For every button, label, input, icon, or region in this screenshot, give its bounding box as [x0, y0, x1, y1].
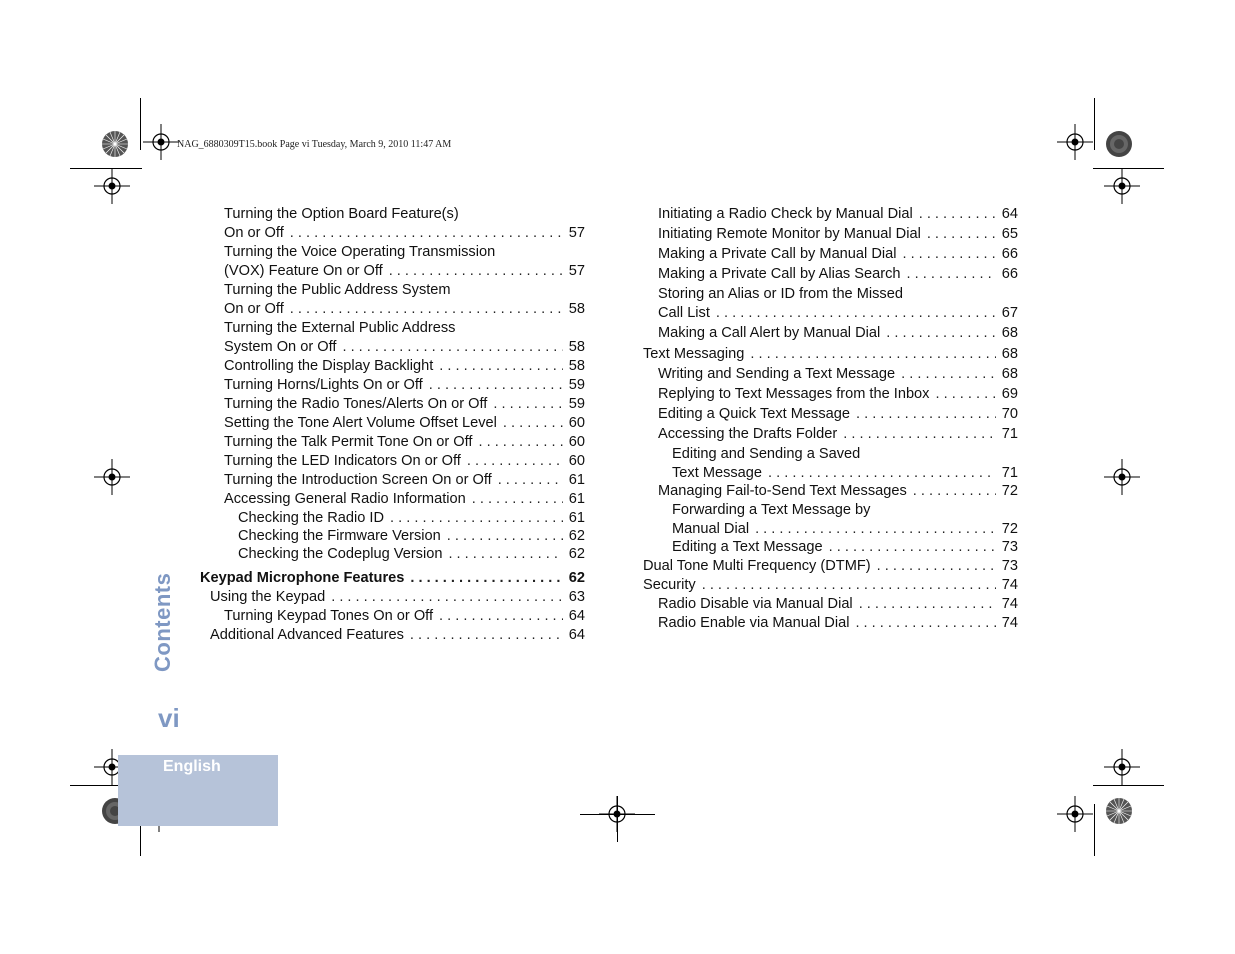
toc-entry[interactable]: [643, 595, 1018, 614]
toc-entry-title: Accessing the Drafts Folder: [658, 425, 838, 442]
toc-page-number: 68: [1001, 325, 1018, 342]
toc-entry-title: Turning Horns/Lights On or Off: [224, 377, 423, 393]
dot-leader: [843, 425, 996, 444]
toc-page-number: 60: [568, 415, 585, 431]
toc-entry-title: Text Message: [672, 464, 763, 481]
star-target-icon: [1105, 130, 1133, 158]
registration-mark-icon: [1104, 459, 1140, 495]
toc-entry-title: Managing Fail-to-Send Text Messages: [658, 483, 907, 500]
toc-entry[interactable]: [200, 527, 585, 545]
dot-leader: [410, 626, 563, 645]
print-header: NAG_6880309T15.book Page vi Tuesday, March 9, 2010 11:47 AM: [177, 139, 452, 150]
dot-leader: [768, 464, 996, 483]
toc-page-number: 59: [568, 396, 585, 412]
dot-leader: [901, 365, 996, 384]
dot-leader: [716, 304, 996, 323]
dot-leader: [927, 225, 996, 244]
toc-entry[interactable]: [200, 569, 585, 588]
dot-leader: [447, 527, 563, 545]
toc-entry[interactable]: [200, 545, 585, 563]
toc-entry-title: Checking the Codeplug Version: [238, 546, 443, 562]
toc-page-number: 73: [1001, 557, 1018, 574]
toc-entry-title: Security: [643, 576, 696, 593]
toc-entry-title: Turning the Voice Operating Transmission: [224, 244, 496, 260]
dot-leader: [935, 385, 995, 404]
toc-entry[interactable]: [200, 433, 585, 452]
toc-page-number: 60: [568, 453, 585, 469]
toc-page-number: 62: [568, 546, 585, 562]
toc-entry-title: Keypad Microphone Features: [200, 570, 405, 586]
toc-page-number: 58: [568, 301, 585, 317]
toc-entry-title: Text Messaging: [643, 345, 745, 362]
registration-mark-icon: [94, 168, 130, 204]
crop-line: [1094, 804, 1095, 856]
toc-entry[interactable]: [200, 281, 585, 319]
language-label: English: [163, 758, 221, 775]
toc-page-number: 70: [1001, 405, 1018, 422]
toc-entry-title: Turning the Talk Permit Tone On or Off: [224, 434, 473, 450]
toc-entry-title: Initiating a Radio Check by Manual Dial: [658, 206, 913, 222]
dot-leader: [859, 595, 996, 614]
toc-entry-title: Making a Call Alert by Manual Dial: [658, 325, 881, 342]
crop-line: [1094, 98, 1095, 150]
dot-leader: [498, 471, 563, 490]
toc-entry-title: Initiating Remote Monitor by Manual Dial: [658, 226, 921, 243]
dot-leader: [439, 357, 562, 376]
toc-entry-title: Making a Private Call by Manual Dial: [658, 246, 897, 263]
crop-line: [140, 98, 141, 150]
toc-entry[interactable]: [643, 557, 1018, 576]
toc-page-number: 74: [1001, 595, 1018, 612]
toc-entry[interactable]: [643, 345, 1018, 364]
toc-page-number: 57: [568, 225, 585, 241]
toc-entry-title: Turning the LED Indicators On or Off: [224, 453, 461, 469]
toc-entry-title: Making a Private Call by Alias Search: [658, 266, 901, 283]
toc-page-number: 62: [568, 528, 585, 544]
crop-line: [1093, 785, 1164, 786]
toc-entry[interactable]: [643, 425, 1018, 444]
toc-entry-title: Editing a Text Message: [672, 539, 823, 556]
dot-leader: [755, 520, 996, 539]
language-tab: [118, 755, 278, 826]
toc-entry[interactable]: [643, 445, 1018, 482]
toc-entry-title: On or Off: [224, 225, 284, 241]
toc-entry-title: Accessing General Radio Information: [224, 491, 466, 507]
toc-entry-title: Additional Advanced Features: [210, 627, 404, 643]
toc-entry[interactable]: [643, 614, 1018, 633]
toc-entry-title: Turning the Introduction Screen On or Off: [224, 472, 492, 488]
toc-page-number: 72: [1001, 520, 1018, 537]
toc-page-number: 58: [568, 358, 585, 374]
toc-entry[interactable]: [200, 319, 585, 357]
toc-entry[interactable]: [643, 245, 1018, 264]
toc-entry-title: Turning the External Public Address: [224, 320, 456, 336]
toc-entry-title: (VOX) Feature On or Off: [224, 263, 383, 279]
registration-mark-icon: [1104, 749, 1140, 785]
toc-entry-title: Checking the Firmware Version: [238, 528, 441, 544]
toc-entry[interactable]: [200, 626, 585, 645]
toc-entry[interactable]: [200, 243, 585, 281]
toc-entry[interactable]: [643, 324, 1018, 343]
registration-mark-icon: [143, 124, 179, 160]
toc-page-number: 59: [568, 377, 585, 393]
toc-page-number: 58: [568, 339, 585, 355]
toc-entry-title: Editing and Sending a Saved: [672, 446, 861, 463]
section-label: Contents: [150, 572, 175, 672]
dot-leader: [467, 452, 563, 471]
page-number: vi: [158, 703, 180, 733]
toc-entry[interactable]: [200, 452, 585, 471]
toc-entry-title: Using the Keypad: [210, 589, 326, 605]
toc-page-number: 71: [1001, 425, 1018, 442]
toc-entry[interactable]: [200, 376, 585, 395]
dot-leader: [855, 614, 995, 633]
toc-entry-title: Forwarding a Text Message by: [672, 502, 871, 519]
toc-page-number: 66: [1001, 246, 1018, 263]
toc-left-column: [200, 205, 585, 645]
toc-entry[interactable]: [200, 205, 585, 243]
toc-entry[interactable]: [200, 395, 585, 414]
dot-leader: [439, 607, 563, 626]
toc-page-number: 61: [568, 491, 585, 507]
toc-page-number: 65: [1001, 226, 1018, 243]
toc-entry-title: Turning Keypad Tones On or Off: [224, 608, 434, 624]
toc-page-number: 64: [568, 627, 585, 643]
toc-entry[interactable]: [200, 588, 585, 607]
toc-page-number: 57: [568, 263, 585, 279]
toc-entry[interactable]: [643, 225, 1018, 244]
toc-entry[interactable]: [200, 509, 585, 527]
toc-entry-title: Turning the Public Address System: [224, 282, 451, 298]
toc-entry-title: On or Off: [224, 301, 284, 317]
dot-leader: [702, 576, 996, 595]
registration-mark-icon: [1104, 168, 1140, 204]
toc-entry[interactable]: [643, 405, 1018, 424]
toc-page-number: 69: [1001, 385, 1018, 402]
toc-entry[interactable]: [643, 285, 1018, 323]
toc-entry-title: Call List: [658, 305, 710, 322]
toc-entry[interactable]: [643, 538, 1018, 557]
toc-entry[interactable]: [200, 471, 585, 490]
toc-entry-title: Turning the Radio Tones/Alerts On or Off: [224, 396, 488, 412]
star-target-icon: [101, 130, 129, 158]
toc-right-column: [643, 205, 1018, 633]
toc-entry-title: Radio Disable via Manual Dial: [658, 595, 853, 612]
toc-page-number: 66: [1001, 266, 1018, 283]
toc-entry[interactable]: [643, 576, 1018, 595]
toc-entry[interactable]: [643, 501, 1018, 538]
toc-page-number: 74: [1001, 576, 1018, 593]
dot-leader: [856, 405, 996, 424]
toc-page-number: 60: [568, 434, 585, 450]
toc-entry-title: Replying to Text Messages from the Inbox: [658, 385, 930, 402]
dot-leader: [331, 588, 563, 607]
dot-leader: [390, 509, 563, 527]
toc-entry[interactable]: [200, 607, 585, 626]
toc-entry[interactable]: [643, 482, 1018, 501]
dot-leader: [913, 482, 996, 501]
toc-page-number: 72: [1001, 483, 1018, 500]
dot-leader: [472, 490, 563, 509]
star-target-icon: [1105, 797, 1133, 825]
toc-page-number: 67: [1001, 305, 1018, 322]
toc-entry-title: Writing and Sending a Text Message: [658, 365, 896, 382]
toc-page-number: 62: [568, 570, 585, 586]
dot-leader: [902, 245, 995, 264]
toc-page-number: 64: [1001, 206, 1018, 222]
dot-leader: [829, 538, 996, 557]
toc-entry[interactable]: [200, 357, 585, 376]
toc-page-number: 73: [1001, 539, 1018, 556]
dot-leader: [448, 545, 562, 563]
registration-mark-icon: [1057, 124, 1093, 160]
dot-leader: [478, 433, 562, 452]
crop-line: [617, 796, 618, 842]
dot-leader: [907, 265, 996, 284]
toc-entry[interactable]: [643, 265, 1018, 284]
dot-leader: [877, 557, 996, 576]
dot-leader: [410, 569, 562, 588]
toc-entry-title: Storing an Alias or ID from the Missed: [658, 286, 903, 303]
dot-leader: [389, 262, 563, 281]
toc-entry[interactable]: [643, 205, 1018, 224]
dot-leader: [429, 376, 563, 395]
toc-page-number: 68: [1001, 345, 1018, 362]
dot-leader: [886, 324, 996, 343]
toc-page-number: 71: [1001, 464, 1018, 481]
dot-leader: [750, 345, 995, 364]
toc-entry-title: Setting the Tone Alert Volume Offset Level: [224, 415, 497, 431]
toc-page-number: 68: [1001, 365, 1018, 382]
registration-mark-icon: [1057, 796, 1093, 832]
toc-entry-title: Editing a Quick Text Message: [658, 405, 850, 422]
toc-entry[interactable]: [643, 385, 1018, 404]
registration-mark-icon: [94, 459, 130, 495]
toc-entry-title: Turning the Option Board Feature(s): [224, 206, 459, 222]
toc-page-number: 61: [568, 472, 585, 488]
toc-page-number: 74: [1001, 614, 1018, 631]
toc-entry-title: System On or Off: [224, 339, 337, 355]
dot-leader: [493, 395, 562, 414]
toc-entry-title: Dual Tone Multi Frequency (DTMF): [643, 557, 871, 574]
toc-page-number: 61: [568, 510, 585, 526]
dot-leader: [290, 224, 563, 243]
toc-entry-title: Controlling the Display Backlight: [224, 358, 434, 374]
toc-entry-title: Checking the Radio ID: [238, 510, 385, 526]
toc-entry[interactable]: [643, 365, 1018, 384]
toc-page-number: 63: [568, 589, 585, 605]
toc-entry[interactable]: [200, 490, 585, 509]
toc-entry-title: Manual Dial: [672, 520, 750, 537]
dot-leader: [342, 338, 562, 357]
toc-page-number: 64: [568, 608, 585, 624]
dot-leader: [919, 205, 996, 224]
toc-entry[interactable]: [200, 414, 585, 433]
dot-leader: [290, 300, 563, 319]
toc-entry-title: Radio Enable via Manual Dial: [658, 614, 850, 631]
dot-leader: [503, 414, 563, 433]
